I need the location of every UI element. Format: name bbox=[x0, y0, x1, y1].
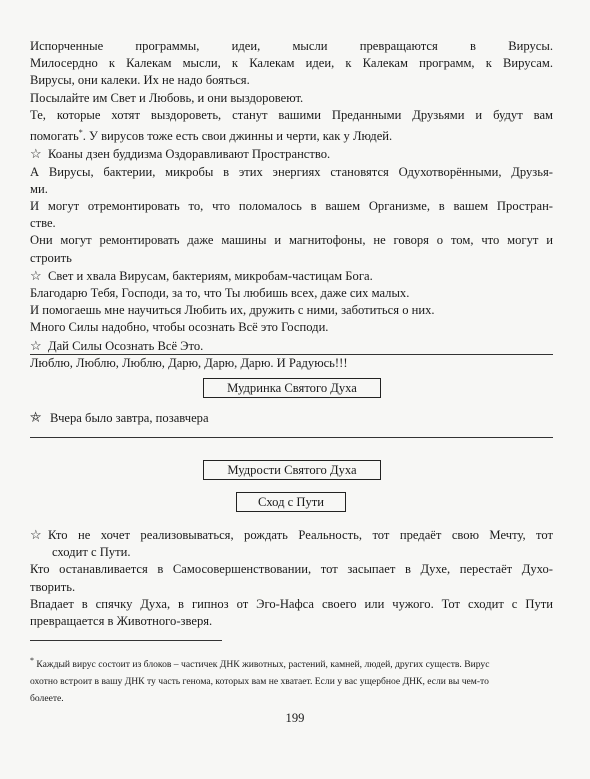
text-line: Милосердно к Калекам мысли, к Калекам идеи, к Калекам программ, к Вирусам. bbox=[30, 56, 553, 71]
footnote-line: охотно встроит в вашу ДНК ту часть генома, которых вам не хватает. Если у вас ущербное ДНК, если вы чем-то bbox=[30, 676, 489, 688]
section-subtitle-box: Сход с Пути bbox=[236, 492, 346, 512]
footnote-line: * Каждый вирус состоит из блоков – частичек ДНК животных, растений, камней, людей, других существ. Вирус bbox=[30, 656, 490, 671]
text-line: Впадает в спячку Духа, в гипноз от Эго-Нафса своего или чужого. Тот сходит с Пути bbox=[30, 596, 553, 611]
text-line: Кто останавливается в Самосовершенствовании, тот засыпает в Духе, перестаёт Духо- bbox=[30, 562, 553, 577]
text-line: сходит с Пути. bbox=[52, 545, 131, 560]
text-line: Испорченные программы, идеи, мысли превращаются в Вирусы. bbox=[30, 39, 553, 53]
footnote-rule bbox=[30, 640, 222, 641]
footnote bbox=[30, 652, 553, 707]
text-line: творить. bbox=[30, 579, 76, 594]
star-icon: ☆ bbox=[30, 337, 42, 353]
text-line: стве. bbox=[30, 216, 56, 231]
text-line: А Вирусы, бактерии, микробы в этих энергиях становятся Одухотворёнными, Друзья- bbox=[30, 164, 553, 179]
text-line: Посылайте им Свет и Любовь, и они выздоровеют. bbox=[30, 90, 304, 105]
divider bbox=[30, 437, 553, 438]
text-line: ☆ Дай Силы Осознать Всё Это. bbox=[30, 337, 204, 353]
divider bbox=[30, 354, 553, 355]
star-icon: ☆ bbox=[30, 267, 42, 283]
section2-text bbox=[30, 526, 553, 630]
text-line: Много Силы надобно, чтобы осознать Всё это Господи. bbox=[30, 320, 329, 335]
text-line: ⛤ Вчера было завтра, позавчера bbox=[30, 411, 209, 426]
page-number: 199 bbox=[285, 711, 305, 725]
text-line: строить bbox=[30, 250, 72, 265]
section-title-box: Мудринка Святого Духа bbox=[203, 378, 381, 398]
text-line: ☆ Свет и хвала Вирусам, бактериям, микробам-частицам Бога. bbox=[30, 267, 373, 283]
pentagram-icon: ⛤ bbox=[30, 411, 42, 426]
text-line: ☆ Коаны дзен буддизма Оздоравливают Пространство. bbox=[30, 146, 331, 162]
text-line: превращается в Животного-зверя. bbox=[30, 614, 213, 629]
section1-text bbox=[30, 410, 553, 427]
section-title-box: Мудрости Святого Духа bbox=[203, 460, 381, 480]
text-line: Вирусы, они калеки. Их не надо бояться. bbox=[30, 73, 250, 88]
main-text-block bbox=[30, 38, 553, 372]
text-line: Благодарю Тебя, Господи, за то, что Ты любишь всех, даже сих малых. bbox=[30, 286, 410, 301]
text-line: помогать*. У вирусов тоже есть свои джинны и черти, как у Людей. bbox=[30, 128, 393, 144]
text-line: Люблю, Люблю, Люблю, Дарю, Дарю, Дарю. И Радуюсь!!! bbox=[30, 355, 348, 370]
text-line: Те, которые хотят выздороветь, станут вашими Преданными Друзьями и будут вам bbox=[30, 107, 553, 122]
star-icon: ☆ bbox=[30, 146, 42, 162]
footnote-line: болеете. bbox=[30, 693, 64, 705]
footnote-mark: * bbox=[30, 656, 34, 665]
text-line: ми. bbox=[30, 181, 48, 196]
star-icon: ☆ bbox=[30, 527, 42, 542]
text-line: И могут отремонтировать то, что поломалось в вашем Организме, в вашем Простран- bbox=[30, 199, 553, 214]
text-line: Они могут ремонтировать даже машины и магнитофоны, не говоря о том, что могут и bbox=[30, 233, 553, 248]
text-line: И помогаешь мне научиться Любить их, дружить с ними, заботиться о них. bbox=[30, 303, 435, 318]
footnote-reference: * bbox=[78, 128, 83, 138]
text-line: ☆ Кто не хочет реализовываться, рождать Реальность, тот предаёт свою Мечту, тот bbox=[30, 527, 553, 542]
